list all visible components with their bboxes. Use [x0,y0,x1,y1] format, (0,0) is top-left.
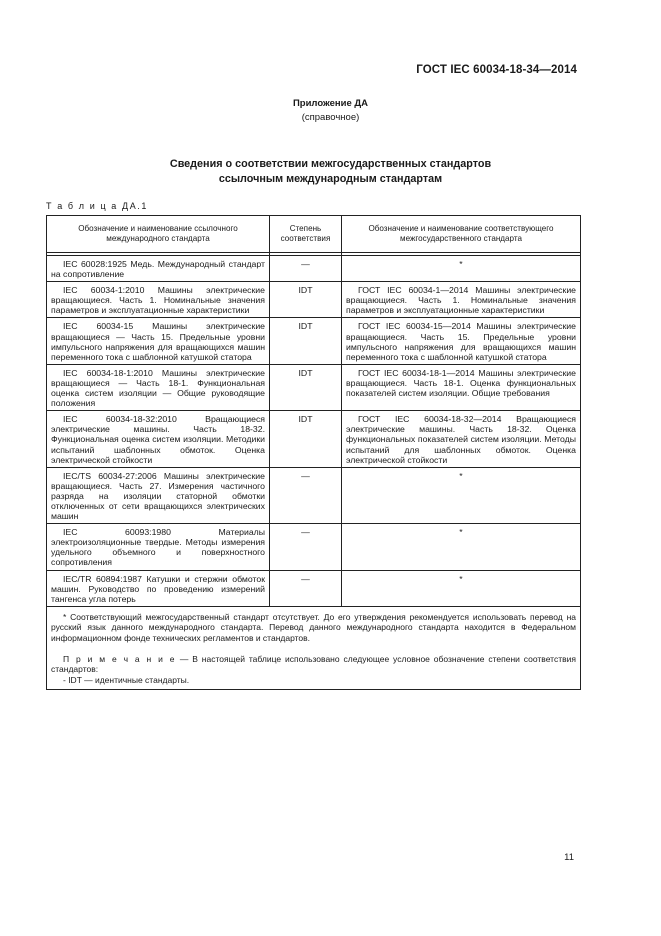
interstate-cell: ГОСТ IEC 60034-1—2014 Машины электрические вращающиеся. Часть 1. Номинальные значения параметров и эксплуатационные характеристики [342,282,581,318]
section-title-line-1: Сведения о соответствии межгосударственных стандартов [169,158,492,170]
table-header-row [47,216,581,253]
appendix-type: (справочное) [301,112,360,123]
appendix-heading [0,97,661,125]
table-row [47,524,581,570]
header-interstate-standard: Обозначение и наименование соответствующего межгосударственного стандарта [342,216,581,253]
table-row [47,282,581,318]
reference-cell: IEC 60034-1:2010 Машины электрические вращающиеся. Часть 1. Номинальные значения параметров и эксплуатационные характеристики [47,282,270,318]
interstate-cell: * [342,467,581,523]
degree-cell: IDT [270,411,342,467]
table-footer-cell [47,606,581,690]
degree-cell: IDT [270,318,342,364]
note-paragraph [51,654,576,675]
degree-cell: — [270,467,342,523]
interstate-cell: * [342,524,581,570]
reference-cell: IEC 60028:1925 Медь. Международный стандарт на сопротивление [47,256,270,282]
note-item: - IDT — идентичные стандарты. [63,674,190,685]
degree-cell: — [270,524,342,570]
reference-cell: IEC/TS 60034-27:2006 Машины электрические вращающиеся. Часть 27. Измерения частичного разряда на изоляции статорной обмотки отключенных от сети вращающихся электрических машин [47,467,270,523]
table-row [47,364,581,410]
note-text: — В настоящей таблице использовано следующее условное обозначение степени соответствия стандартов: [51,653,576,675]
table-row [47,256,581,282]
table-row [47,467,581,523]
note-label: П р и м е ч а н и е [63,653,176,664]
document-code: ГОСТ IEC 60034-18-34—2014 [416,64,577,76]
table-label: Т а б л и ц а ДА.1 [46,201,149,211]
table-row [47,411,581,467]
header-reference-standard: Обозначение и наименование ссылочного международного стандарта [47,216,270,253]
section-title [0,157,661,187]
page-number: 11 [564,852,574,863]
table-footer-row [47,606,581,690]
table-row [47,318,581,364]
header-degree: Степень соответствия [270,216,342,253]
interstate-cell: ГОСТ IEC 60034-18-32—2014 Вращающиеся электрические машины. Часть 18-32. Оценка функциональных показателей систем изоляции. Методы испытаний для шаблонных обмоток. Оценка электрической стойкости [342,411,581,467]
correspondence-table [46,215,581,690]
reference-cell: IEC 60034-18-1:2010 Машины электрические вращающиеся — Часть 18-1. Функциональная оценка систем изоляции — Общие руководящие положения [47,364,270,410]
degree-cell: — [270,570,342,606]
degree-cell: IDT [270,364,342,410]
interstate-cell: * [342,256,581,282]
reference-cell: IEC 60034-15 Машины электрические вращающиеся — Часть 15. Предельные уровни импульсного напряжения для вращающихся машин переменного тока с шаблонной катушкой статора [47,318,270,364]
reference-cell: IEC/TR 60894:1987 Катушки и стержни обмоток машин. Руководство по проведению измерений тангенса угла потерь [47,570,270,606]
interstate-cell: ГОСТ IEC 60034-15—2014 Машины электрические вращающиеся. Часть 15. Предельные уровни импульсного напряжения для вращающихся машин переменного тока с шаблонной катушкой статора [342,318,581,364]
interstate-cell: ГОСТ IEC 60034-18-1—2014 Машины электрические вращающиеся. Часть 18-1. Оценка функциональных показателей систем изоляции. Общие требования [342,364,581,410]
reference-cell: IEC 60093:1980 Материалы электроизоляционные твердые. Методы измерения удельного объемного и поверхностного сопротивления [47,524,270,570]
reference-cell: IEC 60034-18-32:2010 Вращающиеся электрические машины. Часть 18-32. Функциональная оценка систем изоляции. Методики испытаний шаблонных обмоток. Оценка электрической стойкости [47,411,270,467]
appendix-label: Приложение ДА [292,98,369,109]
section-title-line-2: ссылочным международным стандартам [218,173,443,185]
footnote-text: * Соответствующий межгосударственный стандарт отсутствует. До его утверждения рекомендуется использовать перевод на русский язык данного международного стандарта. Перевод данного международного стандарта находится в Федеральном информационном фонде технических регламентов и стандартов. [51,611,576,643]
table-row [47,570,581,606]
degree-cell: IDT [270,282,342,318]
degree-cell: — [270,256,342,282]
interstate-cell: * [342,570,581,606]
